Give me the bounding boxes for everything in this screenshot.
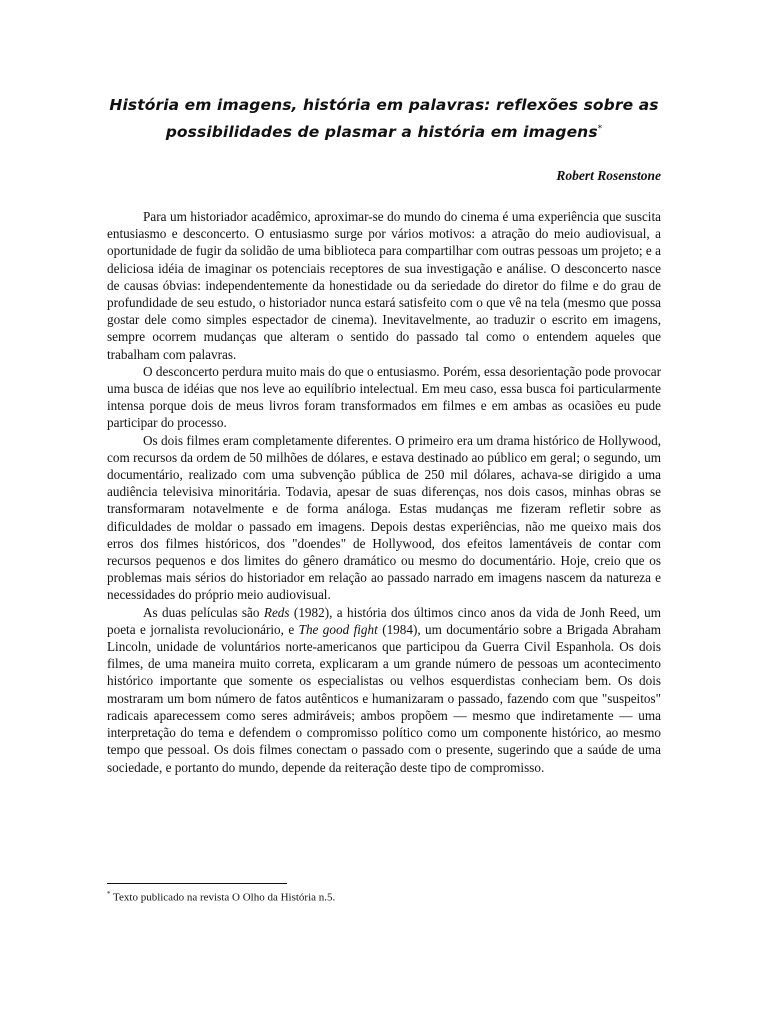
film-title-good-fight: The good fight	[298, 621, 378, 637]
paragraph-1: Para um historiador acadêmico, aproximar-se do mundo do cinema é uma experiência que suscita entusiasmo e desconcerto. O entusiasmo surge por vários motivos: a atração do meio audiovisual, a oportunidade de fugir da solidão de uma biblioteca para compartilhar com outras pessoas um projeto; e a deliciosa idéia de imaginar os potenciais receptores de sua investigação e análise. O desconcerto nasce de causas óbvias: independentemente da honestidade ou da seriedade do diretor do filme e do grau de profundidade de seu estudo, o historiador nunca estará satisfeito com o que vê na tela (mesmo que possa gostar dele como simples espectador de cinema). Inevitavelmente, ao traduzir o escrito em imagens, sempre ocorrem mudanças que alteram o sentido do passado tal como o entendem aqueles que trabalham com palavras.	[107, 209, 661, 362]
paragraph-2: O desconcerto perdura muito mais do que o entusiasmo. Porém, essa desorientação pode provocar uma busca de idéias que nos leve ao equilíbrio intelectual. Em meu caso, essa busca foi particularmente intensa porque dois de meus livros foram transformados em filmes e em ambas as ocasiões eu pude participar do processo.	[107, 363, 661, 431]
title-footnote-marker: *	[597, 123, 603, 134]
film-title-reds: Reds	[263, 604, 290, 620]
title-line-2: possibilidades de plasmar a história em imagens	[165, 123, 598, 141]
title-line-1: História em imagens, história em palavras: reflexões sobre as	[109, 96, 659, 114]
paragraph-4-part-c: (1984), um documentário sobre a Brigada Abraham Lincoln, unidade de voluntários norte-americanos que participou da Guerra Civil Espanhola. Os dois filmes, de uma maneira muito correta, explicaram a um grande número de pessoas um acontecimento histórico importante que somente os especialistas ou velhos esquerdistas conheciam bem. Os dois mostraram um bom número de fatos autênticos e humanizaram o passado, fazendo com que "suspeitos" radicais aparecessem como seres admiráveis; ambos propõem — mesmo que indiretamente — uma interpretação do tema e defendem o compromisso político como um componente histórico, ao mesmo tempo que pessoal. Os dois filmes conectam o passado com o presente, sugerindo que a saúde de uma sociedade, e portanto do mundo, depende da reiteração deste tipo de compromisso.	[107, 621, 661, 775]
paragraph-3: Os dois filmes eram completamente diferentes. O primeiro era um drama histórico de Hollywood, com recursos da ordem de 50 milhões de dólares, e estava destinado ao público em geral; o segundo, um documentário, realizado com uma subvenção pública de 250 mil dólares, achava-se dirigido a uma audiência televisiva minoritária. Todavia, apesar de suas diferenças, nos dois casos, minhas obras se transformaram notavelmente e de forma análoga. Estas mudanças me fizeram refletir sobre as dificuldades de moldar o passado em imagens. Depois destas experiências, não me queixo mais dos erros dos filmes históricos, dos "doendes" de Hollywood, dos efeitos lamentáveis de contar com recursos pequenos e dos limites do gênero dramático ou mesmo do documentário. Hoje, creio que os problemas mais sérios do historiador em relação ao passado narrado em imagens nascem da natureza e necessidades do próprio meio audiovisual.	[107, 432, 661, 603]
footnote-text: Texto publicado na revista O Olho da História n.5.	[110, 891, 336, 904]
paragraph-4-part-a: As duas películas são	[143, 604, 264, 620]
paragraph-4-part-b: (1982), a história dos últimos cinco anos da vida de Jonh Reed, um poeta e jornalista revolucionário, e	[107, 604, 661, 637]
article-body	[107, 208, 661, 776]
footnote-divider	[107, 883, 287, 884]
paragraph-4	[107, 604, 661, 776]
footnote-marker: *	[107, 890, 111, 898]
footnote	[107, 890, 335, 904]
article-title	[100, 92, 668, 146]
author-name: Robert Rosenstone	[556, 168, 661, 183]
